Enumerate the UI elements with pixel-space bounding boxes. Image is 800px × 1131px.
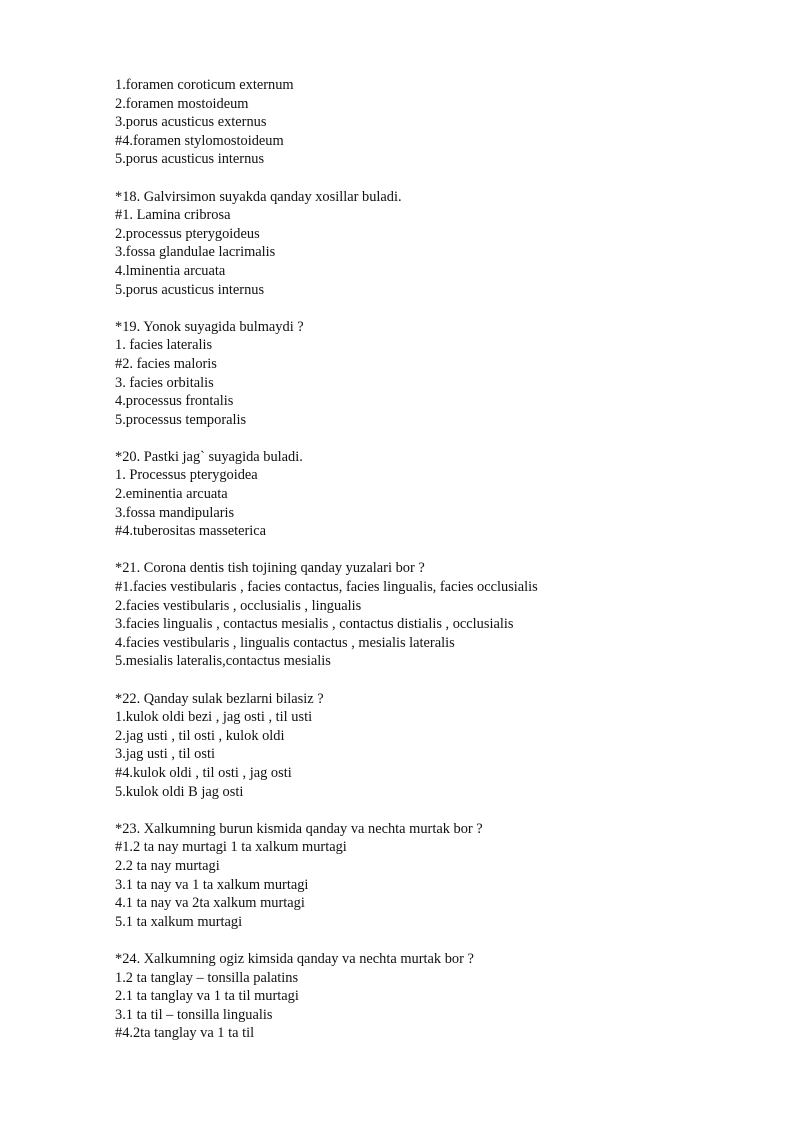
answer-option: 2.eminentia arcuata bbox=[115, 486, 228, 503]
blank-line bbox=[115, 429, 775, 448]
answer-option: 5.porus acusticus internus bbox=[115, 151, 265, 168]
blank-line bbox=[115, 169, 775, 188]
answer-option: 3.jag usti , til osti bbox=[115, 746, 215, 763]
question-text: *24. Xalkumning ogiz kimsida qanday va nechta murtak bor ? bbox=[115, 950, 474, 967]
question-block bbox=[115, 76, 775, 169]
blank-line bbox=[115, 931, 775, 950]
answer-option-correct: #1.facies vestibularis , facies contactus, facies lingualis, facies occlusialis bbox=[115, 579, 538, 596]
answer-option: 4.facies vestibularis , lingualis contactus , mesialis lateralis bbox=[115, 634, 455, 651]
question-text: *18. Galvirsimon suyakda qanday xosillar buladi. bbox=[115, 188, 402, 205]
answer-option-correct: #2. facies maloris bbox=[115, 355, 217, 372]
blank-line bbox=[115, 671, 775, 690]
answer-option: 4.processus frontalis bbox=[115, 393, 234, 410]
question-text: *23. Xalkumning burun kismida qanday va nechta murtak bor ? bbox=[115, 820, 483, 837]
answer-option-correct: #4.foramen stylomostoideum bbox=[115, 132, 284, 149]
answer-option: 1.foramen coroticum externum bbox=[115, 77, 294, 93]
answer-option-correct: #1.2 ta nay murtagi 1 ta xalkum murtagi bbox=[115, 839, 347, 856]
answer-option-correct: #4.tuberositas masseterica bbox=[115, 523, 267, 540]
answer-option: 2.jag usti , til osti , kulok oldi bbox=[115, 727, 285, 744]
question-block bbox=[115, 299, 775, 429]
answer-option: 3.fossa glandulae lacrimalis bbox=[115, 244, 276, 261]
answer-option: 1.2 ta tanglay – tonsilla palatins bbox=[115, 969, 299, 986]
answer-option: 5.mesialis lateralis,contactus mesialis bbox=[115, 653, 331, 670]
answer-option: 2.processus pterygoideus bbox=[115, 225, 260, 242]
answer-option: 2.2 ta nay murtagi bbox=[115, 857, 220, 874]
answer-option: 1.kulok oldi bezi , jag osti , til usti bbox=[115, 709, 313, 726]
answer-option-correct: #4.kulok oldi , til osti , jag osti bbox=[115, 764, 292, 781]
answer-option: 2.facies vestibularis , occlusialis , lingualis bbox=[115, 597, 362, 614]
question-text: *20. Pastki jag` suyagida buladi. bbox=[115, 448, 303, 465]
blank-line bbox=[115, 299, 775, 318]
question-block bbox=[115, 541, 775, 671]
answer-option: 4.1 ta nay va 2ta xalkum murtagi bbox=[115, 895, 305, 912]
question-block bbox=[115, 931, 775, 1043]
answer-option: 4.lminentia arcuata bbox=[115, 262, 226, 279]
question-block bbox=[115, 169, 775, 299]
answer-option: 1. Processus pterygoidea bbox=[115, 467, 258, 484]
blank-line bbox=[115, 801, 775, 820]
answer-option: 1. facies lateralis bbox=[115, 337, 213, 354]
answer-option: 3.1 ta til – tonsilla lingualis bbox=[115, 1006, 273, 1023]
question-block bbox=[115, 801, 775, 931]
answer-option: 3.facies lingualis , contactus mesialis , contactus distialis , occlusialis bbox=[115, 616, 514, 633]
answer-option: 3.porus acusticus externus bbox=[115, 114, 267, 131]
answer-option: 5.processus temporalis bbox=[115, 411, 247, 428]
answer-option: 2.foramen mostoideum bbox=[115, 95, 249, 112]
answer-option: 3.fossa mandipularis bbox=[115, 504, 235, 521]
question-text: *22. Qanday sulak bezlarni bilasiz ? bbox=[115, 690, 324, 707]
question-text: *19. Yonok suyagida bulmaydi ? bbox=[115, 318, 304, 335]
answer-option: 5.1 ta xalkum murtagi bbox=[115, 913, 243, 930]
question-list bbox=[115, 76, 775, 1043]
answer-option-correct: #4.2ta tanglay va 1 ta til bbox=[115, 1025, 255, 1042]
answer-option: 3.1 ta nay va 1 ta xalkum murtagi bbox=[115, 876, 309, 893]
answer-option: 5.kulok oldi B jag osti bbox=[115, 783, 244, 800]
blank-line bbox=[115, 541, 775, 560]
answer-option: 3. facies orbitalis bbox=[115, 374, 214, 391]
question-text: *21. Corona dentis tish tojining qanday yuzalari bor ? bbox=[115, 560, 425, 577]
question-block bbox=[115, 429, 775, 541]
answer-option-correct: #1. Lamina cribrosa bbox=[115, 207, 231, 224]
answer-option: 2.1 ta tanglay va 1 ta til murtagi bbox=[115, 988, 299, 1005]
question-block bbox=[115, 671, 775, 801]
answer-option: 5.porus acusticus internus bbox=[115, 281, 265, 298]
